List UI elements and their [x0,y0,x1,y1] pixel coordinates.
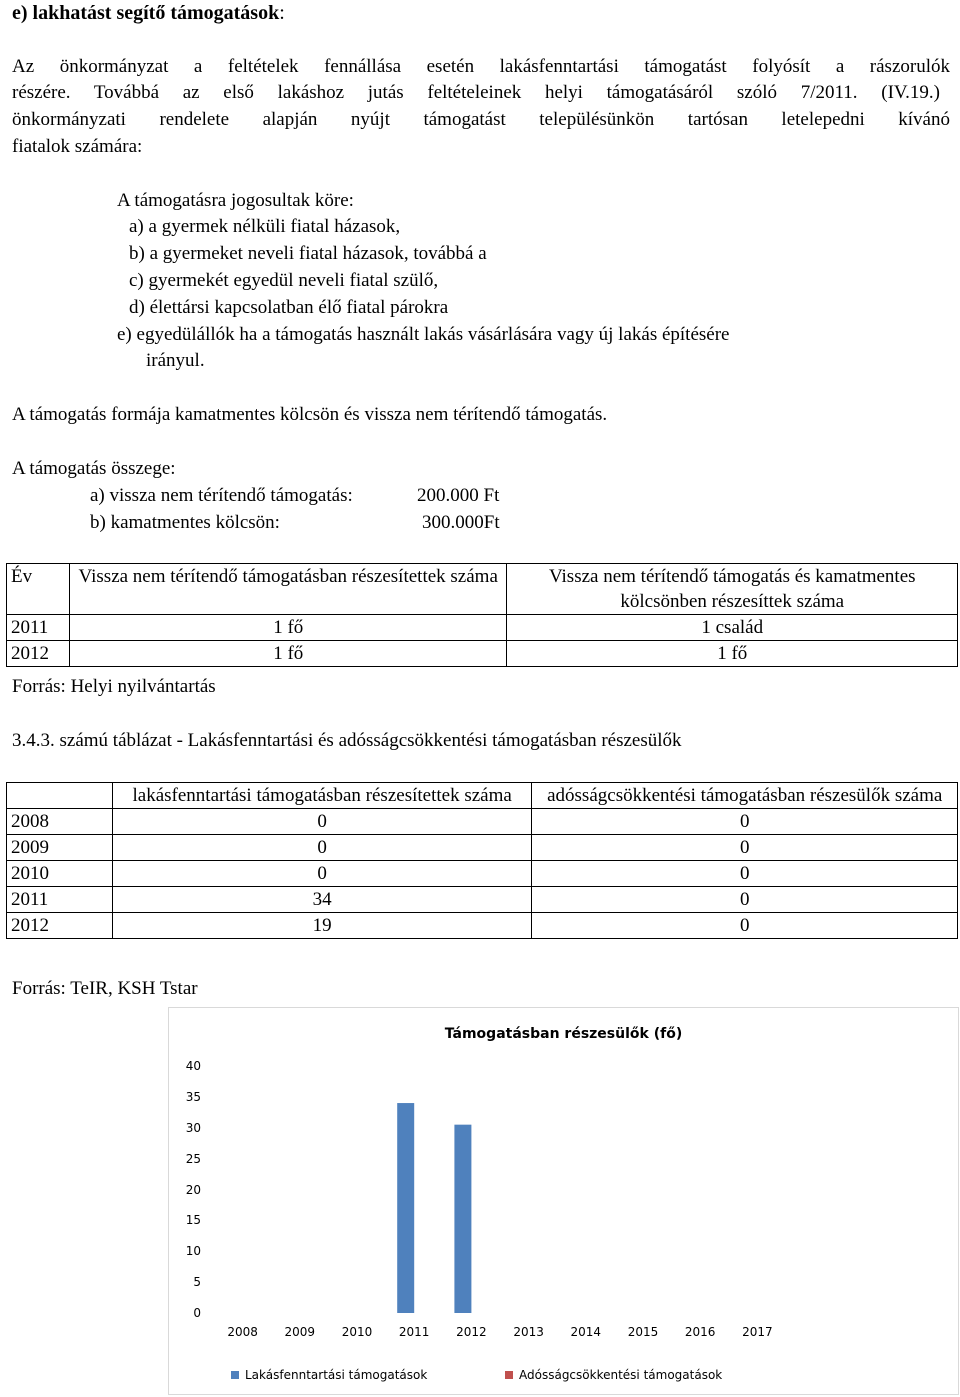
intro-line-2: részére. Továbbá az első lakáshoz jutás feltételeinek helyi támogatásáról szóló 7/2011. (IV.19.) [12,82,940,103]
eligible-item-e-cont: irányul. [146,350,205,371]
cell-value: 1 család [507,615,958,641]
eligible-item-a: a) a gyermek nélküli fiatal házasok, [129,216,401,237]
cell-year: 2010 [7,861,113,887]
header-housing-maintenance: lakásfenntartási támogatásban részesítettek száma [112,783,532,809]
cell-year: 2011 [7,615,70,641]
y-tick-label: 35 [185,1089,201,1104]
cell-year: 2009 [7,835,113,861]
y-tick-label: 30 [185,1120,201,1135]
section-heading-bold: e) lakhatást segítő támogatások [12,2,280,24]
table-row [7,835,958,861]
housing-support-table [6,782,958,939]
table-row [7,615,958,641]
bar-2012 [454,1125,471,1313]
cell-value: 1 fő [507,641,958,667]
y-tick-label: 10 [185,1244,201,1259]
y-tick-label: 40 [185,1059,201,1073]
chart-title: Támogatásban részesülők (fő) [444,1026,683,1042]
header-year: Év [7,564,70,615]
eligible-title: A támogatásra jogosultak köre: [117,190,354,211]
y-tick-label: 20 [185,1182,201,1197]
x-tick-label: 2011 [398,1325,430,1339]
x-tick-label: 2014 [570,1325,602,1339]
intro-line-1: Az önkormányzat a feltételek fennállása esetén lakásfenntartási támogatást folyósít a rászorulók [12,56,950,77]
table-row [7,861,958,887]
legend-label: Adósságcsökkentési támogatások [519,1368,723,1382]
header-debt-reduction: adósságcsökkentési támogatásban részesülők száma [532,783,958,809]
section-heading-tail: : [279,2,285,24]
table2-source: Forrás: TeIR, KSH Tstar [12,978,198,999]
y-tick-label: 15 [185,1213,201,1228]
table-row [7,913,958,939]
section-heading [12,0,285,26]
x-tick-label: 2009 [284,1325,316,1339]
legend-label: Lakásfenntartási támogatások [245,1368,428,1382]
table-header-row [7,783,958,809]
cell-value: 0 [532,887,958,913]
cell-value: 1 fő [69,641,507,667]
table2-caption: 3.4.3. számú táblázat - Lakásfenntartási és adósságcsökkentési támogatásban részesülők [12,730,682,751]
eligible-item-b: b) a gyermeket neveli fiatal házasok, továbbá a [129,243,487,264]
table-row [7,809,958,835]
cell-value: 0 [532,861,958,887]
table-header-row [7,564,958,615]
header-non-refundable: Vissza nem térítendő támogatásban részesítettek száma [69,564,507,615]
amount-a-label: a) vissza nem térítendő támogatás: [90,485,353,506]
cell-value: 0 [532,835,958,861]
table1-source: Forrás: Helyi nyilvántartás [12,676,216,697]
eligible-item-e: e) egyedülállók ha a támogatás használt lakás vásárlására vagy új lakás építésére [117,324,730,345]
amount-a-value: 200.000 Ft [417,485,500,506]
cell-value: 0 [112,809,532,835]
amount-b-value: 300.000Ft [422,512,500,533]
eligible-item-d: d) élettársi kapcsolatban élő fiatal párokra [129,297,449,318]
cell-value: 0 [112,835,532,861]
cell-year: 2008 [7,809,113,835]
legend-swatch [231,1371,239,1379]
x-tick-label: 2013 [513,1325,544,1339]
amount-b-label: b) kamatmentes kölcsön: [90,512,280,533]
x-tick-label: 2010 [341,1325,373,1339]
x-tick-label: 2008 [227,1325,258,1339]
cell-value: 0 [532,809,958,835]
x-tick-label: 2016 [684,1325,716,1339]
table-row [7,641,958,667]
intro-line-4: fiatalok számára: [12,136,143,157]
header-combined: Vissza nem térítendő támogatás és kamatmentes kölcsönben részesíttek száma [507,564,958,615]
support-table [6,563,958,667]
table-row [7,887,958,913]
legend-swatch [505,1371,513,1379]
amount-title: A támogatás összege: [12,458,176,479]
header-empty [7,783,113,809]
intro-line-3: önkormányzati rendelete alapján nyújt támogatást településünkön tartósan letelepedni kívánó [12,109,950,130]
cell-value: 0 [112,861,532,887]
x-tick-label: 2012 [456,1325,487,1339]
support-form: A támogatás formája kamatmentes kölcsön és vissza nem térítendő támogatás. [12,404,608,425]
x-tick-label: 2017 [742,1325,773,1339]
cell-year: 2012 [7,913,113,939]
x-tick-label: 2015 [627,1325,659,1339]
eligible-item-c: c) gyermekét egyedül neveli fiatal szülő, [129,270,439,291]
y-tick-label: 25 [185,1151,201,1166]
cell-value: 19 [112,913,532,939]
cell-value: 1 fő [69,615,507,641]
cell-value: 34 [112,887,532,913]
cell-value: 0 [532,913,958,939]
cell-year: 2012 [7,641,70,667]
cell-year: 2011 [7,887,113,913]
bar-2011 [397,1103,414,1313]
y-tick-label: 0 [193,1306,201,1320]
bar-chart [168,1007,959,1395]
y-tick-label: 5 [193,1275,201,1290]
